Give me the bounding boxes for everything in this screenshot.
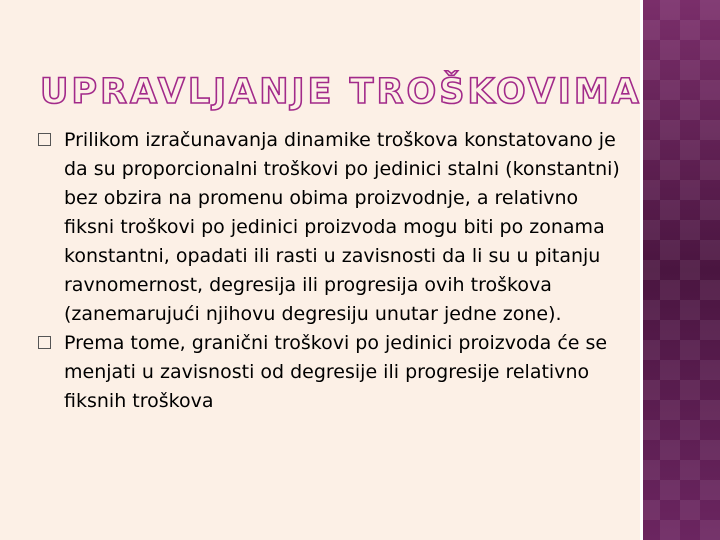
bullet-item: [38, 126, 628, 329]
hollow-square-icon: [38, 336, 51, 349]
bullet-text: Prema tome, granični troškovi po jedinici proizvoda će se menjati u zavisnosti od degresije ili progresije relativno fiksnih troškova: [64, 332, 608, 412]
decorative-side-panel: [640, 0, 720, 540]
hollow-square-icon: [38, 133, 51, 146]
slide-title: UPRAVLJANJE TROŠKOVIMA: [40, 72, 642, 112]
slide-body: [38, 126, 628, 416]
bullet-text: Prilikom izračunavanja dinamike troškova konstatovano je da su proporcionalni troškovi po jedinici stalni (konstantni) bez obzira na promenu obima proizvodnje, a relativno fiksni troškovi po jedinici proizvoda mogu biti po zonama konstantni, opadati ili rasti u zavisnosti da li su u pitanju ravnomernost, degresija ili progresija ovih troškova (zanemarujući njihovu degresiju unutar jedne zone).: [64, 129, 620, 325]
bullet-item: [38, 329, 628, 416]
